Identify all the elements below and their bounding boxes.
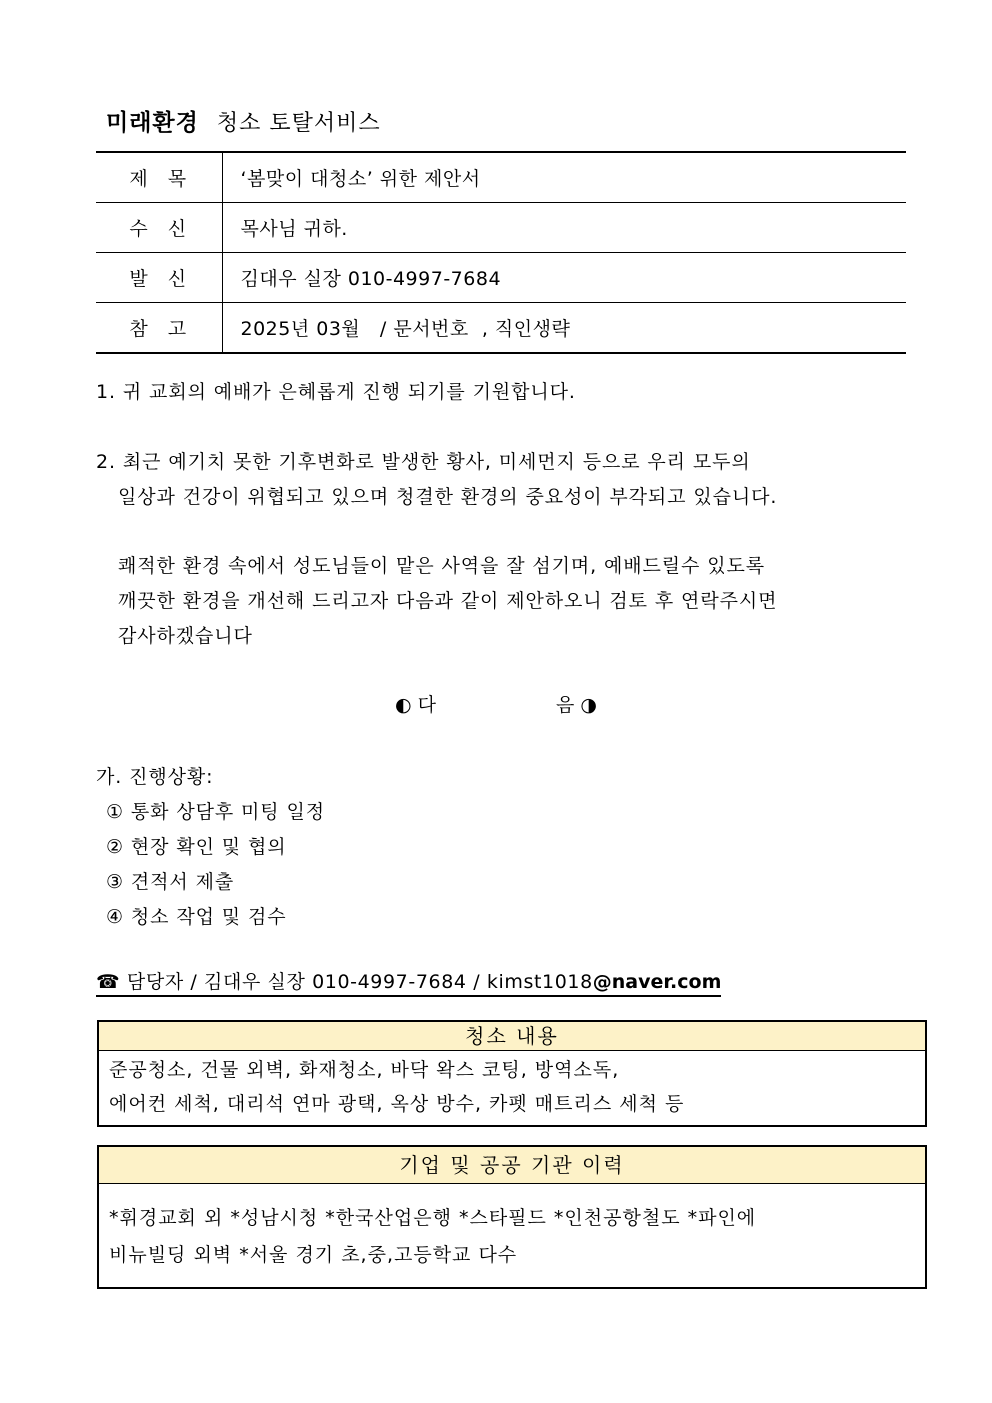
subject-value: ‘봄맞이 대청소’ 위한 제안서 (240, 168, 481, 190)
sender-label: 발신 (96, 253, 222, 303)
table-row (96, 203, 906, 253)
document-header (106, 104, 381, 137)
cleaning-line-2: 에어컨 세척, 대리석 연마 광택, 옥상 방수, 카펫 매트리스 세척 등 (109, 1093, 685, 1115)
info-table (96, 151, 906, 354)
paragraph-3 (118, 549, 777, 654)
cleaning-content-body (99, 1051, 925, 1121)
paragraph-2-line-2: 일상과 건강이 위협되고 있으며 청결한 환경의 중요성이 부각되고 있습니다. (118, 486, 778, 508)
history-body (99, 1184, 925, 1274)
contact-text: ☎ 담당자 / 김대우 실장 010-4997-7684 / kimst1018 (96, 971, 593, 993)
list-item: ③ 견적서 제출 (106, 871, 235, 893)
section-heading (0, 690, 992, 717)
recipient-label: 수신 (96, 203, 222, 253)
table-row (96, 253, 906, 303)
heading-right: 음 ◑ (556, 694, 597, 716)
list-item: ① 통화 상담후 미팅 일정 (106, 801, 325, 823)
paragraph-3-line-3: 감사하겠습니다 (118, 625, 253, 647)
reference-label: 참고 (96, 303, 222, 354)
contact-line (96, 967, 721, 997)
history-line-1: *휘경교회 외 *성남시청 *한국산업은행 *스타필드 *인천공항철도 *파인에 (109, 1207, 757, 1229)
email-domain: @naver.com (592, 971, 722, 993)
company-name: 미래환경 (106, 110, 199, 136)
paragraph-1: 1. 귀 교회의 예배가 은혜롭게 진행 되기를 기원합니다. (96, 381, 576, 403)
recipient-value: 목사님 귀하. (222, 203, 906, 253)
list-item: ④ 청소 작업 및 검수 (106, 906, 287, 928)
progress-title: 가. 진행상황: (96, 766, 214, 788)
history-title: 기업 및 공공 기관 이력 (99, 1147, 925, 1184)
table-row (96, 303, 906, 354)
paragraph-3-line-2: 깨끗한 환경을 개선해 드리고자 다음과 같이 제안하오니 검토 후 연락주시면 (118, 590, 778, 612)
sender-value: 김대우 실장 010-4997-7684 (222, 253, 906, 303)
history-box (97, 1145, 927, 1289)
subject-label: 제목 (96, 152, 222, 203)
progress-section (96, 760, 325, 935)
paragraph-2 (96, 445, 777, 515)
service-name: 청소 토탈서비스 (216, 111, 381, 136)
reference-value: 2025년 03월 / 문서번호 , 직인생략 (222, 303, 906, 354)
table-row (96, 152, 906, 203)
cleaning-content-title: 청소 내용 (99, 1022, 925, 1051)
cleaning-line-1: 준공청소, 건물 외벽, 화재청소, 바닥 왁스 코팅, 방역소독, (109, 1059, 620, 1081)
heading-left: ◐ 다 (395, 694, 436, 716)
history-line-2: 비뉴빌딩 외벽 *서울 경기 초,중,고등학교 다수 (109, 1244, 518, 1266)
paragraph-2-line-1: 2. 최근 예기치 못한 기후변화로 발생한 황사, 미세먼지 등으로 우리 모두의 (96, 451, 751, 473)
paragraph-3-line-1: 쾌적한 환경 속에서 성도님들이 맡은 사역을 잘 섬기며, 예배드릴수 있도록 (118, 555, 766, 577)
cleaning-content-box (97, 1020, 927, 1127)
list-item: ② 현장 확인 및 협의 (106, 836, 287, 858)
